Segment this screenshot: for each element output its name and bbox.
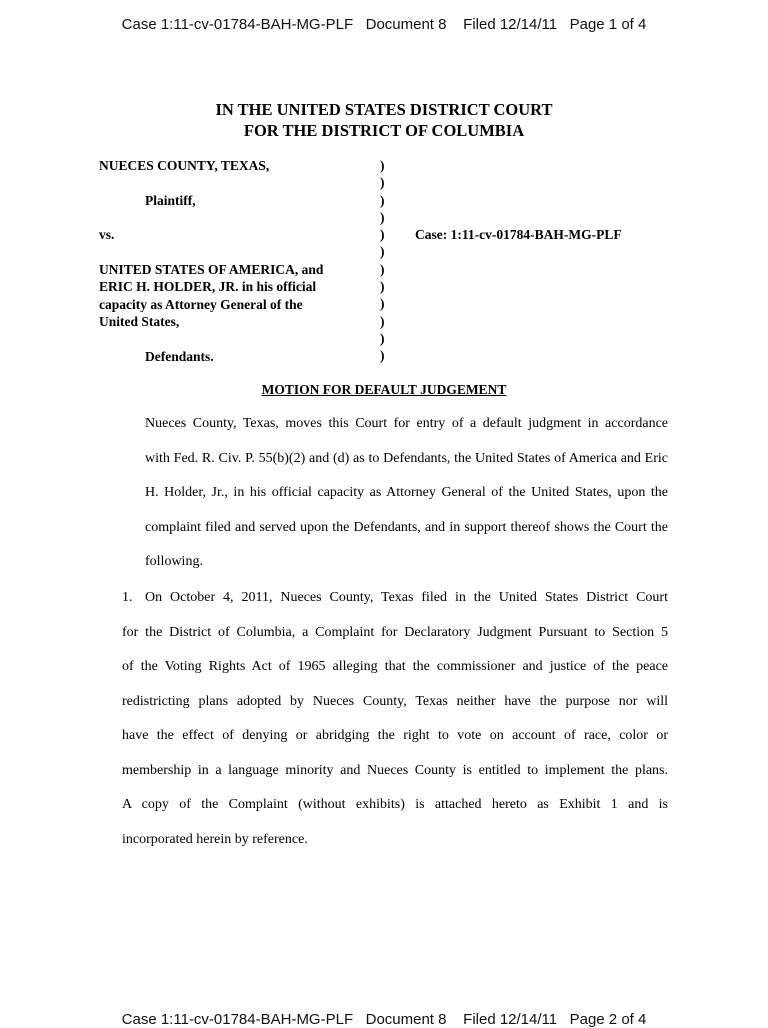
caption-paren: ) <box>380 158 385 173</box>
intro-line: Nueces County, Texas, moves this Court for entry of a default judgment in accordance <box>145 416 668 431</box>
paragraph-line: On October 4, 2011, Nueces County, Texas filed in the United States District Court <box>145 590 668 605</box>
caption-paren: ) <box>380 279 385 295</box>
defendant-line: ERIC H. HOLDER, JR. in his official <box>99 279 317 294</box>
paragraph-1-first-row <box>99 581 668 616</box>
caption-paren: ) <box>380 261 385 277</box>
caption-paren: ) <box>380 348 385 364</box>
versus-label: vs. <box>99 227 115 242</box>
paragraph-line: of the Voting Rights Act of 1965 alleging that the commissioner and justice of the peace <box>122 659 668 674</box>
defendant-line: capacity as Attorney General of the <box>99 297 303 312</box>
case-number: Case: 1:11-cv-01784-BAH-MG-PLF <box>415 227 622 242</box>
intro-line: following. <box>145 554 203 569</box>
caption-paren: ) <box>380 227 385 243</box>
intro-line: H. Holder, Jr., in his official capacity as Attorney General of the United States, upon the <box>145 485 668 500</box>
intro-line: complaint filed and served upon the Defendants, and in support thereof shows the Court the <box>145 519 668 535</box>
caption-parentheses <box>380 157 385 365</box>
paragraph-1 <box>99 581 668 857</box>
paragraph-line: A copy of the Complaint (without exhibits) is attached hereto as Exhibit 1 and is <box>122 797 668 812</box>
next-page-header: Case 1:11-cv-01784-BAH-MG-PLF Document 8 Filed 12/14/11 Page 2 of 4 <box>121 1011 647 1028</box>
plaintiff-name: NUECES COUNTY, TEXAS, <box>99 158 270 173</box>
paragraph-line: membership in a language minority and Nueces County is entitled to implement the plans. <box>122 762 668 778</box>
paragraph-line: redistricting plans adopted by Nueces County, Texas neither have the purpose nor will <box>122 693 668 709</box>
motion-title: MOTION FOR DEFAULT JUDGEMENT <box>261 382 507 397</box>
defendant-line: United States, <box>99 314 180 329</box>
caption-paren: ) <box>380 313 385 329</box>
court-name: IN THE UNITED STATES DISTRICT COURT <box>215 100 553 119</box>
caption-paren: ) <box>380 296 385 312</box>
plaintiff-role: Plaintiff, <box>145 193 196 208</box>
court-district: FOR THE DISTRICT OF COLUMBIA <box>243 121 525 140</box>
paragraph-line: incorporated herein by reference. <box>122 831 308 847</box>
caption-paren: ) <box>380 175 385 191</box>
defendant-line: UNITED STATES OF AMERICA, and <box>99 262 324 277</box>
caption-paren: ) <box>380 244 385 260</box>
page-header: Case 1:11-cv-01784-BAH-MG-PLF Document 8 Filed 12/14/11 Page 1 of 4 <box>121 16 647 33</box>
caption-paren: ) <box>380 209 385 225</box>
intro-paragraph <box>99 407 668 580</box>
caption-paren: ) <box>380 192 385 208</box>
intro-line: with Fed. R. Civ. P. 55(b)(2) and (d) as to Defendants, the United States of America and Eric <box>145 450 668 466</box>
paragraph-line: have the effect of denying or abridging the right to vote on account of race, color or <box>122 728 668 743</box>
paragraph-number: 1. <box>122 590 133 605</box>
paragraph-line: for the District of Columbia, a Complaint for Declaratory Judgment Pursuant to Section 5 <box>122 624 668 640</box>
caption-paren: ) <box>380 330 385 346</box>
defendant-role: Defendants. <box>145 349 214 364</box>
